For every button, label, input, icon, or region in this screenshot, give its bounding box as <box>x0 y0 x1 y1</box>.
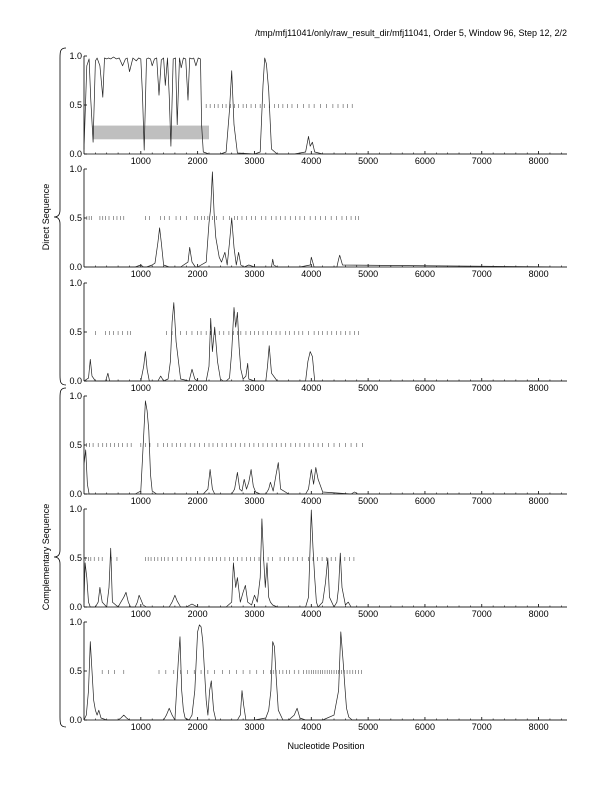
series-line <box>84 303 567 381</box>
x-tick-label: 8000 <box>528 383 549 393</box>
y-tick-label: 1.0 <box>69 51 82 61</box>
x-tick-label: 5000 <box>358 609 379 619</box>
y-tick-label: 0.0 <box>69 262 82 272</box>
x-tick-label: 5000 <box>358 269 379 279</box>
y-tick-label: 0.0 <box>69 149 82 159</box>
x-tick-label: 7000 <box>471 269 492 279</box>
y-tick-label: 0.5 <box>69 327 82 337</box>
x-tick-label: 8000 <box>528 496 549 506</box>
x-tick-label: 2000 <box>187 269 208 279</box>
x-tick-label: 6000 <box>414 269 435 279</box>
series-line <box>84 625 567 720</box>
panel-2 <box>69 164 567 279</box>
x-tick-label: 4000 <box>301 722 322 732</box>
x-tick-label: 3000 <box>244 269 265 279</box>
x-tick-label: 5000 <box>358 496 379 506</box>
y-tick-label: 1.0 <box>69 278 82 288</box>
x-tick-label: 3000 <box>244 722 265 732</box>
y-tick-label: 1.0 <box>69 164 82 174</box>
x-tick-label: 4000 <box>301 269 322 279</box>
panel-1 <box>69 51 567 166</box>
y-tick-label: 0.5 <box>69 553 82 563</box>
y-tick-label: 0.5 <box>69 213 82 223</box>
x-tick-label: 7000 <box>471 496 492 506</box>
x-tick-label: 6000 <box>414 156 435 166</box>
page-title: /tmp/mfj11041/only/raw_result_dir/mfj11041, Order 5, Window 96, Step 12, 2/2 <box>255 28 567 38</box>
y-tick-label: 0.5 <box>69 666 82 676</box>
x-tick-label: 6000 <box>414 722 435 732</box>
x-tick-label: 1000 <box>130 269 151 279</box>
x-tick-label: 4000 <box>301 496 322 506</box>
panel-4 <box>69 391 567 506</box>
y-tick-label: 1.0 <box>69 617 82 627</box>
x-tick-label: 4000 <box>301 609 322 619</box>
x-tick-label: 1000 <box>130 496 151 506</box>
shaded-region <box>93 126 209 140</box>
x-tick-label: 6000 <box>414 496 435 506</box>
y-tick-label: 0.0 <box>69 489 82 499</box>
y-tick-label: 0.5 <box>69 440 82 450</box>
y-tick-label: 0.5 <box>69 100 82 110</box>
x-tick-label: 7000 <box>471 383 492 393</box>
panel-6 <box>69 617 567 732</box>
y-tick-label: 0.0 <box>69 715 82 725</box>
x-tick-label: 2000 <box>187 609 208 619</box>
complementary-sequence-brace <box>54 388 66 727</box>
x-tick-label: 2000 <box>187 383 208 393</box>
x-tick-label: 5000 <box>358 722 379 732</box>
x-tick-label: 2000 <box>187 722 208 732</box>
panel-3 <box>69 278 567 393</box>
y-tick-label: 1.0 <box>69 391 82 401</box>
x-tick-label: 7000 <box>471 156 492 166</box>
y-tick-label: 0.0 <box>69 376 82 386</box>
x-tick-label: 3000 <box>244 609 265 619</box>
x-tick-label: 8000 <box>528 722 549 732</box>
x-tick-label: 8000 <box>528 609 549 619</box>
chart-panels <box>69 51 567 732</box>
x-tick-label: 2000 <box>187 156 208 166</box>
x-tick-label: 7000 <box>471 609 492 619</box>
x-tick-label: 3000 <box>244 496 265 506</box>
y-tick-label: 0.0 <box>69 602 82 612</box>
series-line <box>84 401 567 494</box>
x-tick-label: 6000 <box>414 383 435 393</box>
x-tick-label: 2000 <box>187 496 208 506</box>
x-tick-label: 8000 <box>528 269 549 279</box>
x-tick-label: 4000 <box>301 383 322 393</box>
x-tick-label: 3000 <box>244 383 265 393</box>
complementary-sequence-label: Complementary Sequence <box>41 503 51 611</box>
x-tick-label: 5000 <box>358 156 379 166</box>
series-line <box>84 510 567 607</box>
panel-5 <box>69 504 567 619</box>
x-tick-label: 3000 <box>244 156 265 166</box>
x-tick-label: 1000 <box>130 609 151 619</box>
x-tick-label: 1000 <box>130 156 151 166</box>
x-tick-label: 7000 <box>471 722 492 732</box>
x-tick-label: 5000 <box>358 383 379 393</box>
y-tick-label: 1.0 <box>69 504 82 514</box>
direct-sequence-brace <box>54 48 66 385</box>
x-tick-label: 6000 <box>414 609 435 619</box>
x-tick-label: 8000 <box>528 156 549 166</box>
x-tick-label: 1000 <box>130 383 151 393</box>
x-tick-label: 1000 <box>130 722 151 732</box>
x-axis-title: Nucleotide Position <box>287 741 365 751</box>
direct-sequence-label: Direct Sequence <box>41 183 51 251</box>
x-tick-label: 4000 <box>301 156 322 166</box>
series-line <box>84 57 567 154</box>
